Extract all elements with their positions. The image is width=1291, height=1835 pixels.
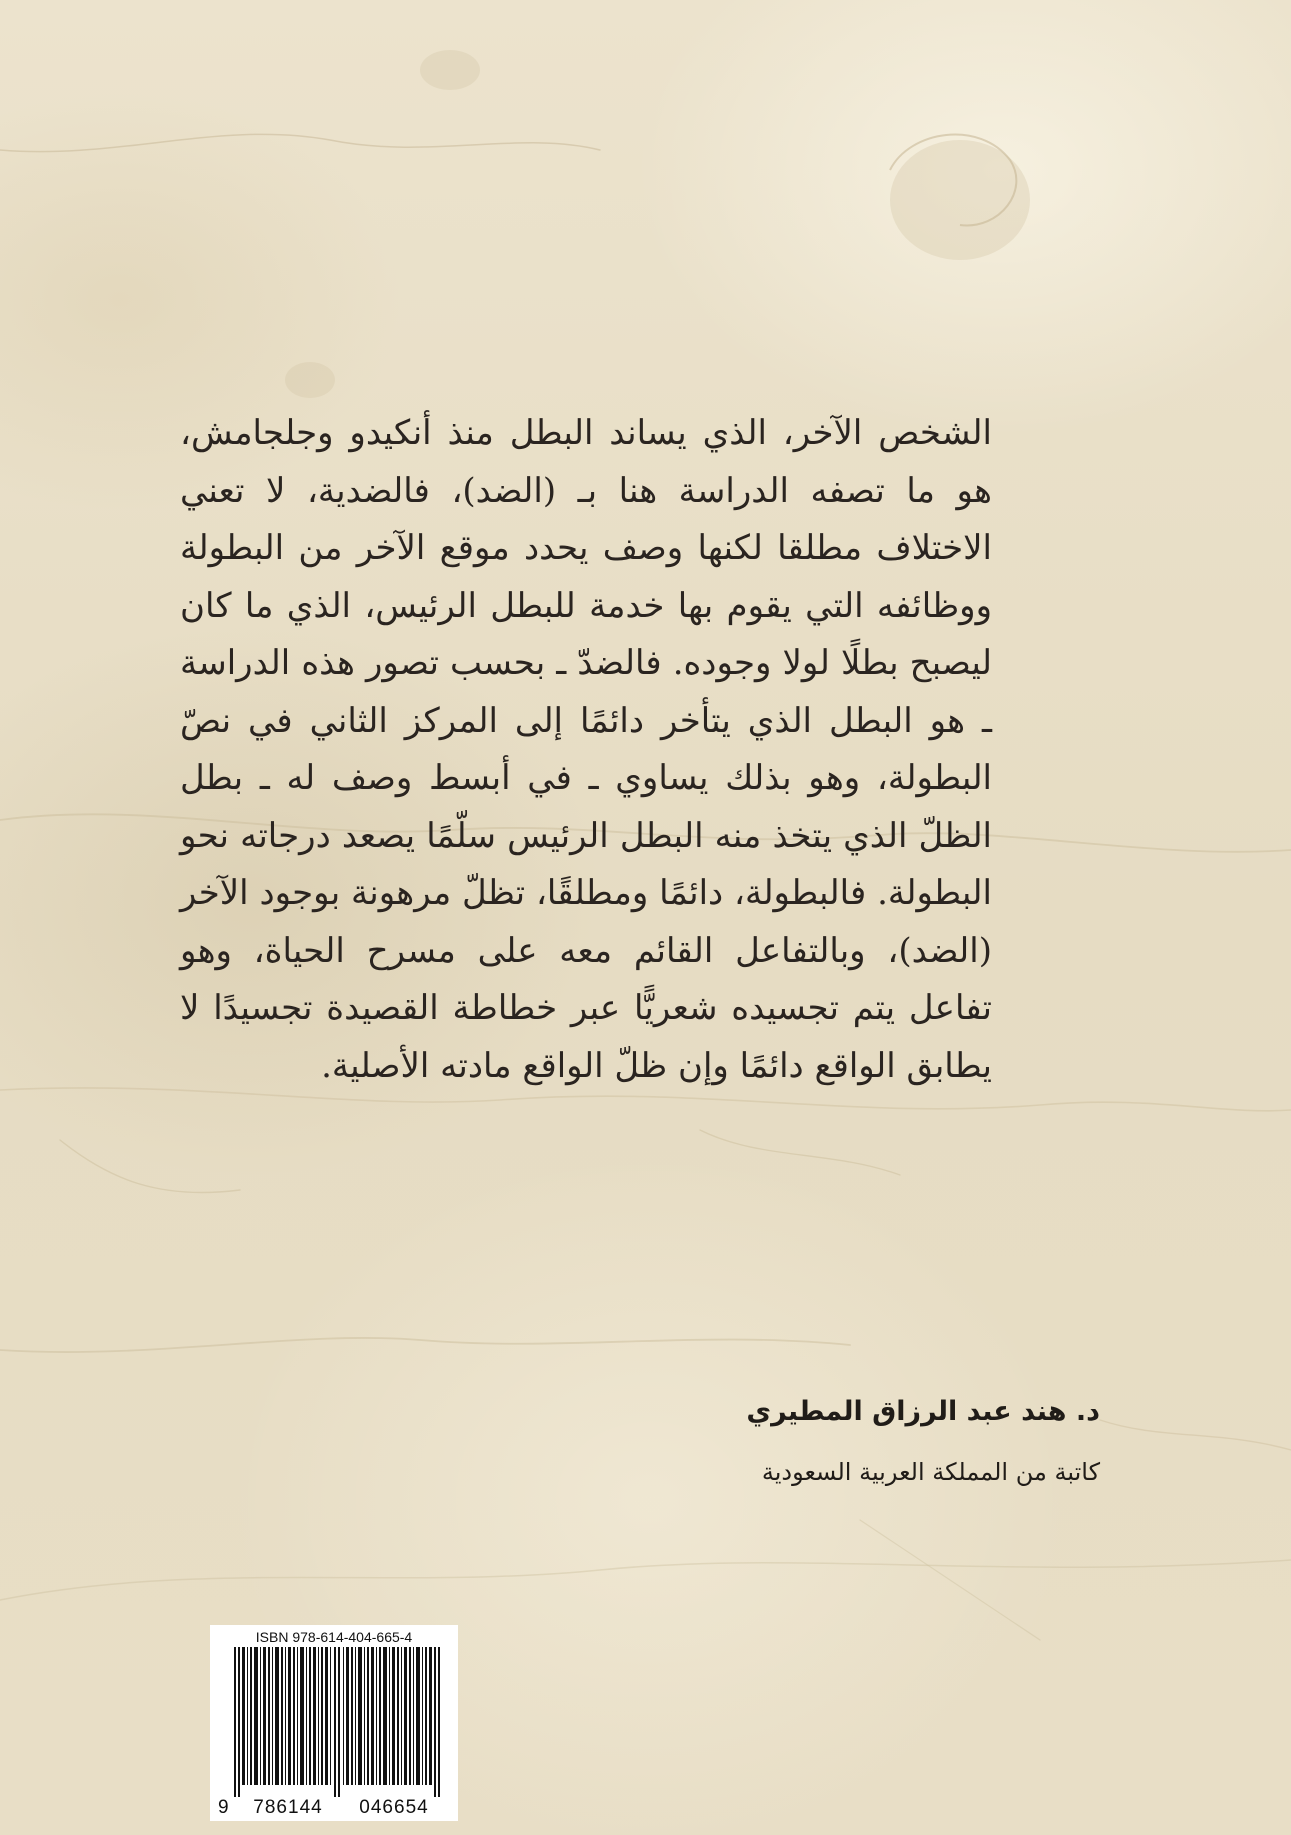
barcode-digits-right: 046654 (359, 1797, 429, 1818)
barcode-bars (218, 1647, 452, 1797)
isbn-label: ISBN 978-614-404-665-4 (255, 1629, 413, 1645)
author-name: د. هند عبد الرزاق المطيري (746, 1396, 1100, 1427)
barcode-digits-left: 786144 (253, 1797, 323, 1818)
author-block (600, 1395, 1100, 1487)
barcode-digit-first: 9 (218, 1797, 229, 1818)
back-cover-blurb: الشخص الآخر، الذي يساند البطل منذ أنكيدو وجلجامش، هو ما تصفه الدراسة هنا بـ (الضد)، فالضدية، لا تعني الاختلاف مطلقا لكنها وصف يحدد موقع الآخر من البطولة ووظائفه التي يقوم بها خدمة للبطل الرئيس، الذي ما كان ليصبح بطلًا لولا وجوده. فالضدّ ـ بحسب تصور هذه الدراسة ـ هو البطل الذي يتأخر دائمًا إلى المركز الثاني في نصّ البطولة، وهو بذلك يساوي ـ في أبسط وصف له ـ بطل الظلّ الذي يتخذ منه البطل الرئيس سلّمًا يصعد درجاته نحو البطولة. فالبطولة، دائمًا ومطلقًا، تظلّ مرهونة بوجود الآخر (الضد)، وبالتفاعل القائم معه على مسرح الحياة، وهو تفاعل يتم تجسيده شعريًّا عبر خطاطة القصيدة تجسيدًا لا يطابق الواقع دائمًا وإن ظلّ الواقع مادته الأصلية. (180, 413, 992, 1086)
author-description: كاتبة من المملكة العربية السعودية (761, 1458, 1100, 1486)
isbn-barcode (210, 1625, 458, 1821)
